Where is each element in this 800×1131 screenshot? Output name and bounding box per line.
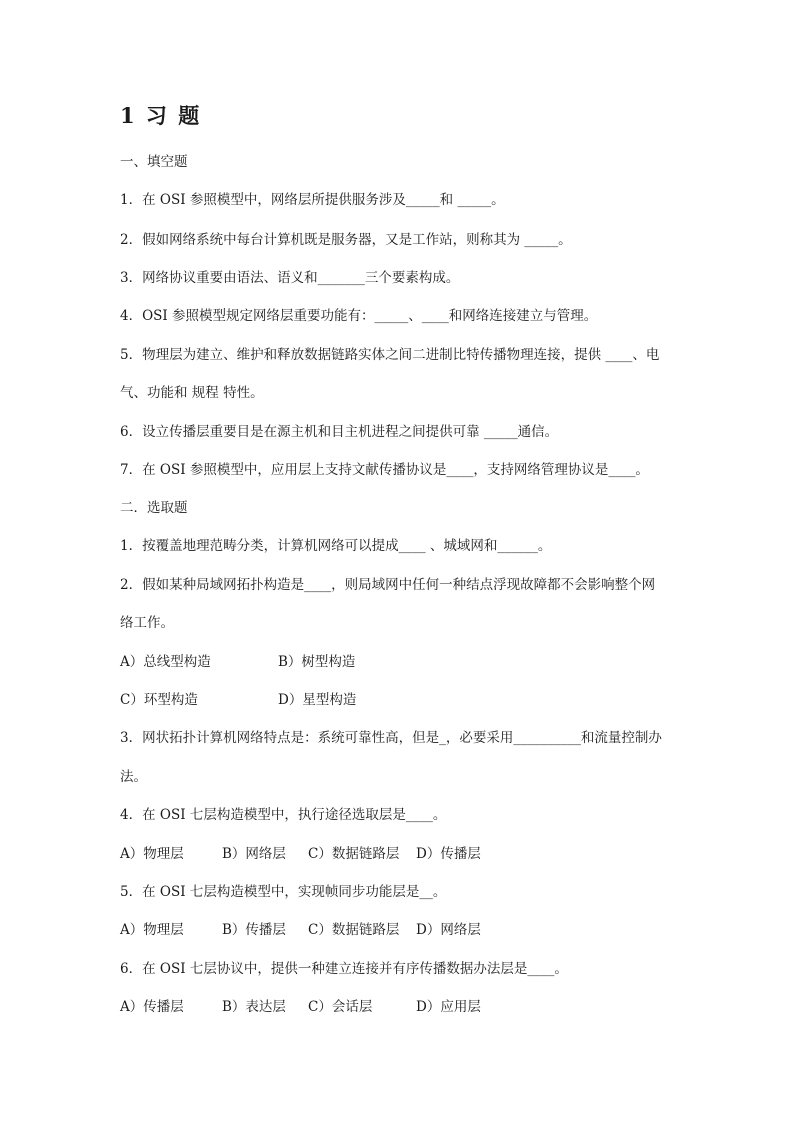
choice-question-2-line1: 2．假如某种局域网拓扑构造是____，则局域网中任何一种结点浮现故障都不会影响整个网 xyxy=(120,577,656,593)
fill-question-6: 6．设立传播层重要目是在源主机和目主机进程之间提供可靠 _____通信。 xyxy=(120,424,559,440)
option-b: B）树型构造 xyxy=(278,654,356,670)
page-title: 1 习 题 xyxy=(120,103,202,128)
choice-question-5: 5．在 OSI 七层构造模型中，实现帧同步功能层是__。 xyxy=(120,884,447,900)
option-b: B）网络层 xyxy=(222,846,286,862)
fill-question-5-line2: 气、功能和 规程 特性。 xyxy=(120,385,264,401)
option-b: B）表达层 xyxy=(222,999,286,1015)
option-c: C）数据链路层 xyxy=(308,922,400,938)
fill-question-3: 3．网络协议重要由语法、语义和_______三个要素构成。 xyxy=(120,270,460,286)
fill-question-2: 2．假如网络系统中每台计算机既是服务器，又是工作站，则称其为 _____。 xyxy=(120,232,572,248)
choice-question-2-options-row2 xyxy=(120,688,356,708)
option-d: D）传播层 xyxy=(416,846,481,862)
option-a: A）总线型构造 xyxy=(120,654,211,670)
option-d: D）应用层 xyxy=(416,999,481,1015)
option-b: B）传播层 xyxy=(222,922,286,938)
option-d: D）星型构造 xyxy=(278,692,357,708)
choice-question-6: 6．在 OSI 七层协议中，提供一种建立连接并有序传播数据办法层是____。 xyxy=(120,961,568,977)
choice-question-2-options-row1 xyxy=(120,650,355,670)
choice-question-2-line2: 络工作。 xyxy=(120,615,174,631)
fill-question-4: 4．OSI 参照模型规定网络层重要功能有：_____、____和网络连接建立与管理。 xyxy=(120,308,598,324)
choice-question-4: 4．在 OSI 七层构造模型中，执行途径选取层是____。 xyxy=(120,807,447,823)
option-d: D）网络层 xyxy=(416,922,481,938)
option-a: A）物理层 xyxy=(120,846,184,862)
choice-question-1: 1．按覆盖地理范畴分类，计算机网络可以提成____ 、城域网和______。 xyxy=(120,538,552,554)
option-c: C）会话层 xyxy=(308,999,373,1015)
choice-question-3-line2: 法。 xyxy=(120,769,147,785)
section-heading-fill-in: 一、填空题 xyxy=(120,154,188,170)
option-c: C）环型构造 xyxy=(120,692,198,708)
choice-question-6-options xyxy=(120,995,481,1015)
fill-question-5-line1: 5．物理层为建立、维护和释放数据链路实体之间二进制比特传播物理连接，提供 ____、电 xyxy=(120,347,660,363)
option-c: C）数据链路层 xyxy=(308,846,400,862)
section-heading-choice: 二．选取题 xyxy=(120,500,188,516)
choice-question-3-line1: 3．网状拓扑计算机网络特点是：系统可靠性高，但是_，必要采用__________和流量控制办 xyxy=(120,730,662,746)
option-a: A）物理层 xyxy=(120,922,184,938)
fill-question-1: 1．在 OSI 参照模型中，网络层所提供服务涉及_____和 _____。 xyxy=(120,192,505,208)
choice-question-4-options xyxy=(120,842,481,862)
choice-question-5-options xyxy=(120,918,481,938)
fill-question-7: 7．在 OSI 参照模型中，应用层上支持文献传播协议是____，支持网络管理协议是____。 xyxy=(120,462,649,478)
option-a: A）传播层 xyxy=(120,999,184,1015)
